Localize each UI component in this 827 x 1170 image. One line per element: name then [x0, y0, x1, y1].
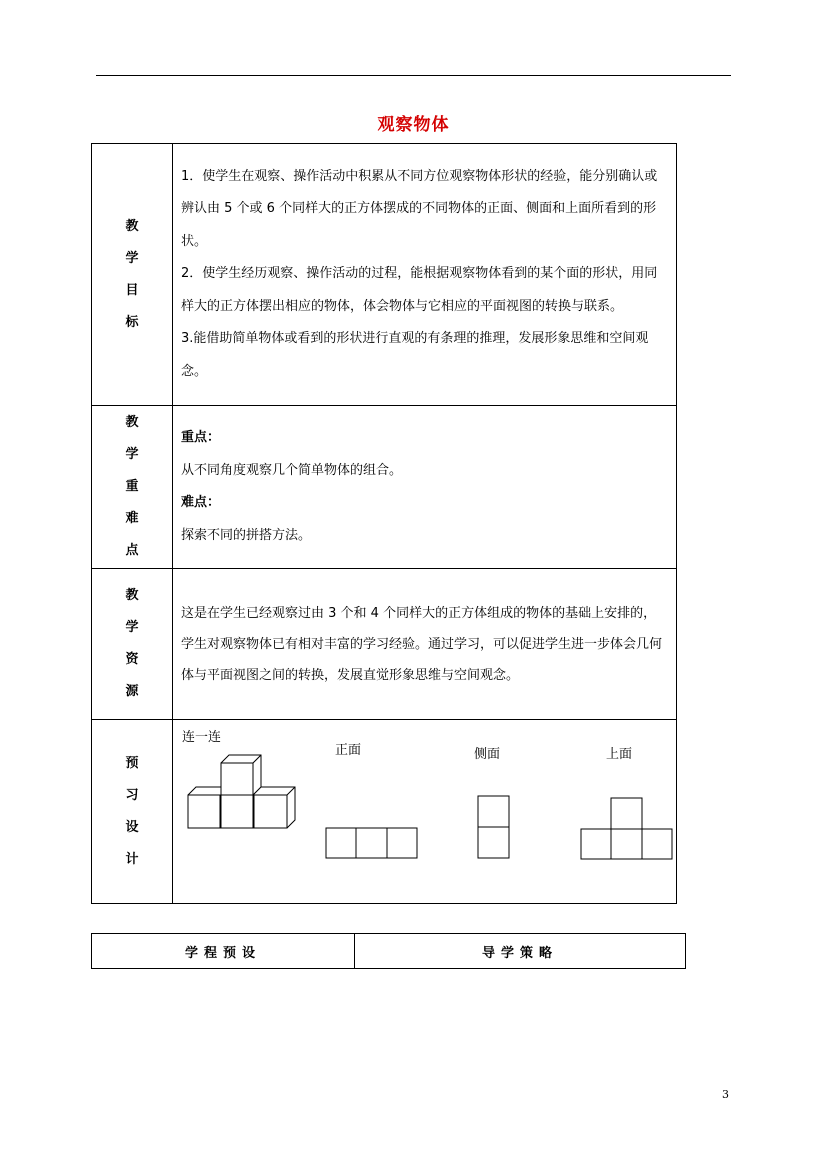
label-char: 教: [125, 588, 139, 603]
page-number: 3: [722, 1088, 729, 1101]
label-char: 难: [125, 511, 139, 526]
process-header: 学程预设: [92, 934, 355, 969]
lesson-plan-table: [91, 143, 677, 904]
resources-row: [92, 569, 677, 720]
front-view-shape: [326, 828, 417, 858]
view-label-side: 侧面: [474, 747, 501, 762]
label-char: 点: [125, 543, 139, 558]
view-label-front: 正面: [335, 743, 362, 758]
key-points-label: [92, 406, 173, 569]
label-char: 习: [125, 787, 139, 803]
key-points-row: [92, 406, 677, 569]
label-char: 资: [125, 652, 139, 667]
label-char: 标: [125, 314, 139, 330]
objective-item-3: 3.能借助简单物体或看到的形状进行直观的有条理的推理，发展形象思维和空间观念。: [181, 331, 649, 379]
preview-content: [173, 720, 677, 904]
preview-label: [92, 720, 173, 904]
objective-item-1: 1．使学生在观察、操作活动中积累从不同方位观察物体形状的经验，能分别确认或辨认由 5 个或 6 个同样大的正方体摆成的不同物体的正面、侧面和上面所看到的形状。: [181, 168, 658, 249]
label-char: 学: [125, 620, 139, 635]
process-strategy-table: [91, 933, 686, 969]
label-char: 教: [125, 218, 139, 234]
top-view-shape: [581, 798, 672, 859]
objectives-content: [173, 144, 677, 406]
label-char: 重: [125, 479, 139, 494]
key-points-content: [173, 406, 677, 569]
objectives-row: [92, 144, 677, 406]
label-char: 学: [125, 250, 139, 266]
label-char: 预: [125, 755, 139, 771]
difficulty-heading: 难点：: [181, 495, 221, 510]
label-char: 源: [125, 684, 139, 699]
side-view-shape: [478, 796, 509, 858]
difficulty-text: 探索不同的拼搭方法。: [181, 527, 312, 543]
resources-text: 这是在学生已经观察过由 3 个和 4 个同样大的正方体组成的物体的基础上安排的，学生对观察物体已有相对丰富的学习经验。通过学习，可以促进学生进一步体会几何体与平面视图之间的转换，发展直觉形象思维与空间观念。: [181, 605, 663, 683]
label-char: 计: [125, 851, 139, 867]
matching-figure: [173, 720, 677, 902]
objectives-label: [92, 144, 173, 406]
instruction-text: 连一连: [182, 730, 222, 745]
resources-label: [92, 569, 173, 720]
label-char: 教: [125, 415, 139, 430]
label-char: 学: [125, 447, 139, 462]
view-label-top: 上面: [606, 747, 633, 762]
cube-assembly-3d: [188, 755, 295, 828]
page-title: 观察物体: [377, 115, 450, 135]
label-char: 目: [125, 282, 139, 298]
preview-row: [92, 720, 677, 904]
objective-item-2: 2．使学生经历观察、操作活动的过程，能根据观察物体看到的某个面的形状，用同样大的正方体摆出相应的物体，体会物体与它相应的平面视图的转换与联系。: [181, 266, 658, 314]
focus-heading: 重点：: [181, 430, 221, 445]
focus-text: 从不同角度观察几个简单物体的组合。: [181, 462, 403, 478]
label-char: 设: [125, 819, 139, 835]
strategy-header: 导学策略: [355, 934, 686, 969]
header-rule: [96, 75, 731, 76]
resources-content: [173, 569, 677, 720]
